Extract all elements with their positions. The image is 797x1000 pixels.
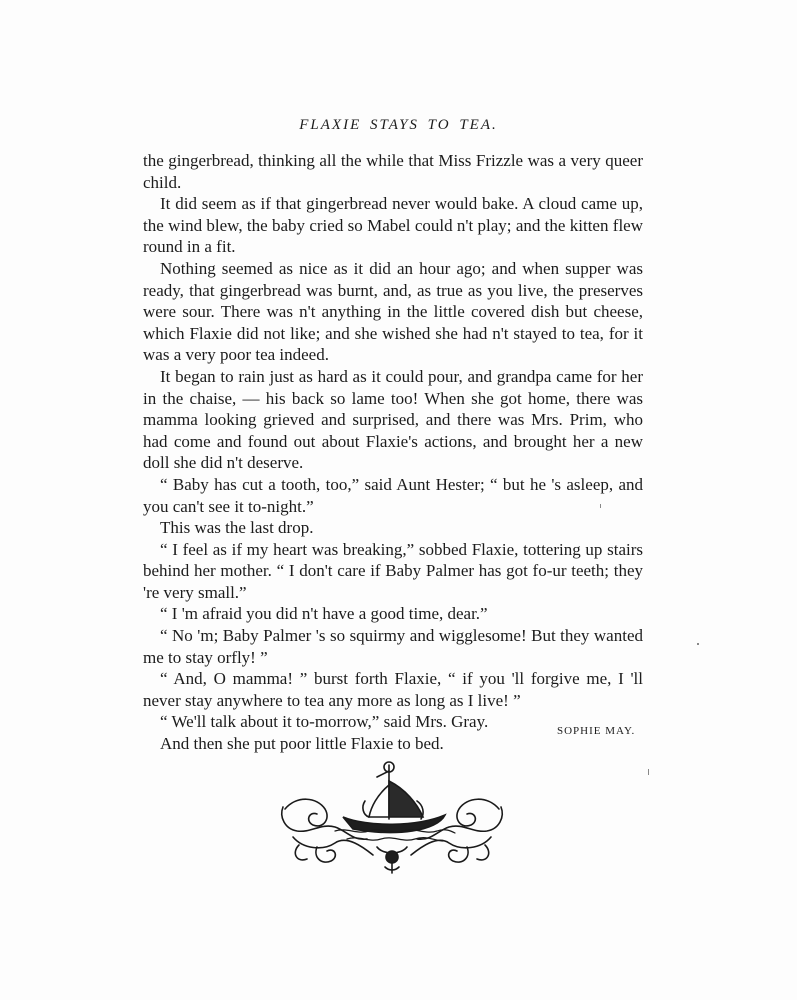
paragraph-8: “ I 'm afraid you did n't have a good time, dear.” (160, 604, 488, 624)
paragraph-3: Nothing seemed as nice as it did an hour ago; and when supper was ready, that gingerbread was burnt, and, as true as you live, the preserves were sour. There was n't anything in the little covered dish but cheese, which Flaxie did not like; and she wished she had n't stayed to tea, for it was a very poor tea indeed. (143, 258, 643, 365)
paragraph-4: It began to rain just as hard as it could pour, and grandpa came for her in the chaise, — his back so lame too! When she got home, there was mamma looking grieved and surprised, and there was Mrs. Prim, who had come and found out about Flaxie's actions, and brought her a new doll she did n't deserve. (143, 366, 643, 473)
page-speck (697, 643, 699, 645)
paragraph-12: And then she put poor little Flaxie to bed. (160, 734, 444, 754)
paragraph-6: This was the last drop. (160, 518, 314, 538)
ship-vignette-icon (277, 757, 507, 879)
paragraph-11: “ We'll talk about it to-morrow,” said Mrs. Gray. (160, 712, 489, 732)
page-speck (648, 769, 649, 775)
paragraph-5: “ Baby has cut a tooth, too,” said Aunt Hester; “ but he 's asleep, and you can't see it to-night.” (143, 474, 643, 516)
paragraph-10: “ And, O mamma! ” burst forth Flaxie, “ if you 'll forgive me, I 'll never stay anywhere to tea any more as long as I live! ” (143, 669, 643, 710)
paragraph-9: “ No 'm; Baby Palmer 's so squirmy and wigglesome! But they wanted me to stay orfly! ” (143, 626, 643, 667)
paragraph-2: It did seem as if that gingerbread never would bake. A cloud came up, the wind blew, the baby cried so Mabel could n't play; and the kitten flew round in a fit. (143, 194, 643, 257)
paragraph-7: “ I feel as if my heart was breaking,” sobbed Flaxie, tottering up stairs behind her mother. “ I don't care if Baby Palmer has got fo-ur teeth; they 're very small.” (143, 539, 643, 602)
author-signature: SOPHIE MAY. (557, 725, 636, 737)
paragraph-1: the gingerbread, thinking all the while that Miss Frizzle was a very queer child. (143, 151, 643, 192)
running-head: FLAXIE STAYS TO TEA. (299, 117, 498, 133)
page-speck (600, 504, 601, 508)
body-text (143, 150, 643, 755)
